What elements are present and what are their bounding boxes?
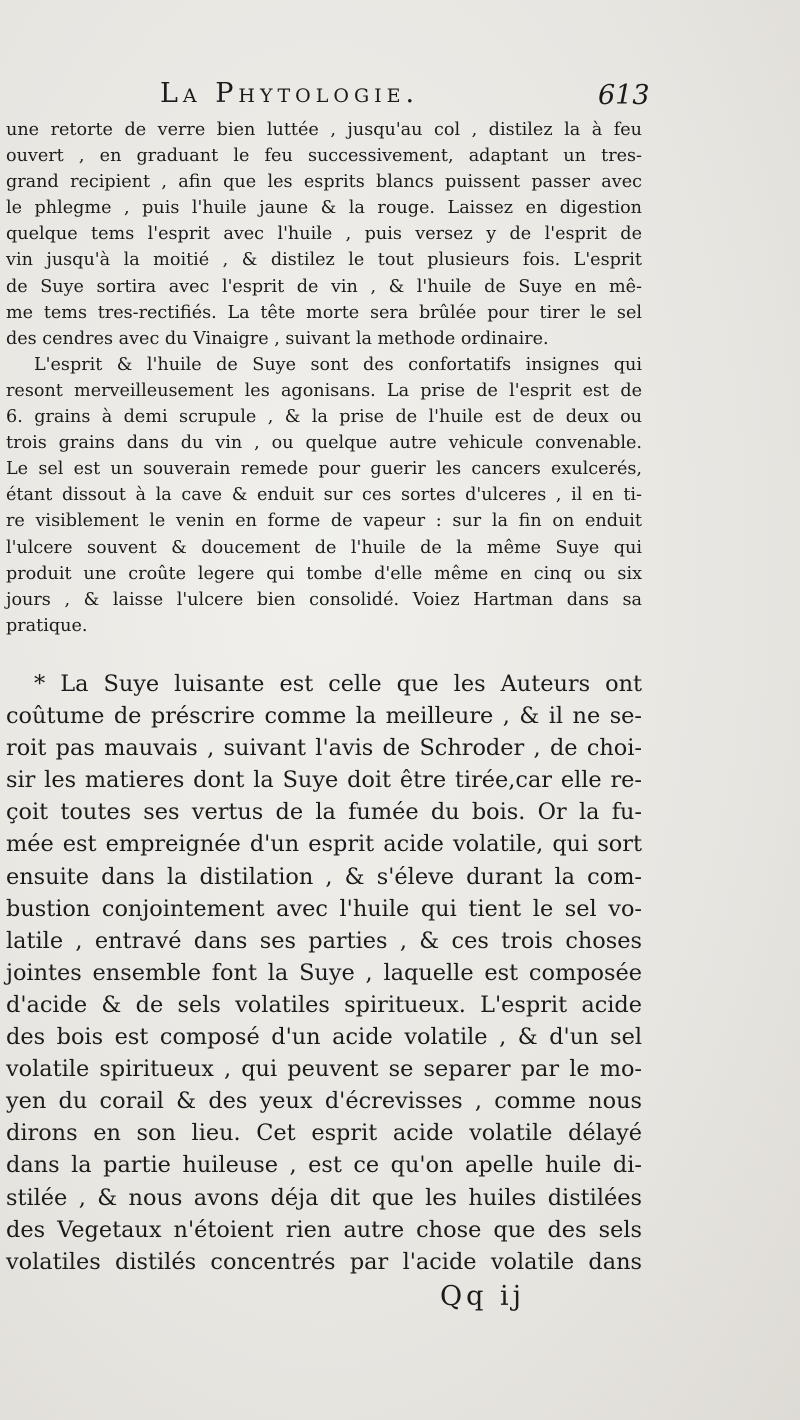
text-line: dirons en son lieu. Cet esprit acide volatile délayé (6, 1120, 642, 1147)
text-line: çoit toutes ses vertus de la fumée du bois. Or la fu- (6, 799, 642, 826)
text-line: volatiles distilés concentrés par l'acide volatile dans (6, 1248, 642, 1275)
text-line: produit une croûte legere qui tombe d'elle même en cinq ou six (6, 563, 642, 584)
text-line: ouvert , en graduant le feu successivement, adaptant un tres- (6, 146, 642, 167)
running-title: La Phytologie. (160, 78, 420, 109)
text-line: de Suye sortira avec l'esprit de vin , & l'huile de Suye en mê- (6, 276, 642, 297)
text-line: * La Suye luisante est celle que les Auteurs ont (34, 671, 642, 697)
text-line: sir les matieres dont la Suye doit être tirée,car elle re- (6, 767, 642, 794)
text-line: des cendres avec du Vinaigre , suivant la methode ordinaire. (6, 328, 549, 349)
text-line: d'acide & de sels volatiles spiritueux. L'esprit acide (6, 991, 642, 1018)
text-line: une retorte de verre bien luttée , jusqu'au col , distilez la à feu (6, 120, 642, 140)
text-line: 6. grains à demi scrupule , & la prise de l'huile est de deux ou (6, 407, 642, 428)
text-line: L'esprit & l'huile de Suye sont des confortatifs insignes qui (34, 354, 642, 375)
text-line: volatile spiritueux , qui peuvent se separer par le mo- (6, 1056, 642, 1083)
text-line: jointes ensemble font la Suye , laquelle est composée (6, 959, 642, 986)
text-line: resont merveilleusement les agonisans. La prise de l'esprit est de (6, 380, 642, 401)
text-line: ensuite dans la distilation , & s'éleve durant la com- (6, 863, 642, 890)
text-line: roit pas mauvais , suivant l'avis de Schroder , de choi- (6, 735, 642, 762)
page-header (0, 78, 800, 118)
text-line: des bois est composé d'un acide volatile , & d'un sel (6, 1024, 642, 1051)
text-line: coûtume de préscrire comme la meilleure , & il ne se- (6, 703, 642, 730)
text-line: me tems tres-rectifiés. La tête morte sera brûlée pour tirer le sel (6, 302, 642, 323)
text-line: stilée , & nous avons déja dit que les huiles distilées (6, 1184, 642, 1211)
text-line: quelque tems l'esprit avec l'huile , puis versez y de l'esprit de (6, 224, 642, 245)
text-line: pratique. (6, 615, 88, 636)
soot-commentary-paragraph (6, 668, 642, 1278)
text-line: re visiblement le venin en forme de vapeur : sur la fin on enduit (6, 511, 642, 532)
signature-mark: Qq ij (440, 1281, 526, 1312)
text-line: dans la partie huileuse , est ce qu'on apelle huile di- (6, 1152, 642, 1179)
text-line: étant dissout à la cave & enduit sur ces sortes d'ulceres , il en ti- (6, 485, 642, 506)
text-line: Le sel est un souverain remede pour guerir les cancers exulcerés, (6, 459, 642, 480)
page-number: 613 (598, 80, 650, 111)
text-line: vin jusqu'à la moitié , & distilez le tout plusieurs fois. L'esprit (6, 250, 642, 271)
text-line: des Vegetaux n'étoient rien autre chose que des sels (6, 1216, 642, 1243)
text-line: le phlegme , puis l'huile jaune & la rouge. Laissez en digestion (6, 198, 642, 219)
text-line: l'ulcere souvent & doucement de l'huile de la même Suye qui (6, 537, 642, 558)
text-line: latile , entravé dans ses parties , & ces trois choses (6, 927, 642, 954)
text-line: grand recipient , afin que les esprits blancs puissent passer avec (6, 172, 642, 193)
text-line: jours , & laisse l'ulcere bien consolidé. Voiez Hartman dans sa (6, 589, 642, 610)
text-line: mée est empreignée d'un esprit acide volatile, qui sort (6, 831, 642, 858)
text-line: yen du corail & des yeux d'écrevisses , comme nous (6, 1088, 642, 1115)
recipe-paragraphs (6, 117, 642, 639)
text-line: bustion conjointement avec l'huile qui tient le sel vo- (6, 895, 642, 922)
text-line: trois grains dans du vin , ou quelque autre vehicule convenable. (6, 433, 642, 454)
